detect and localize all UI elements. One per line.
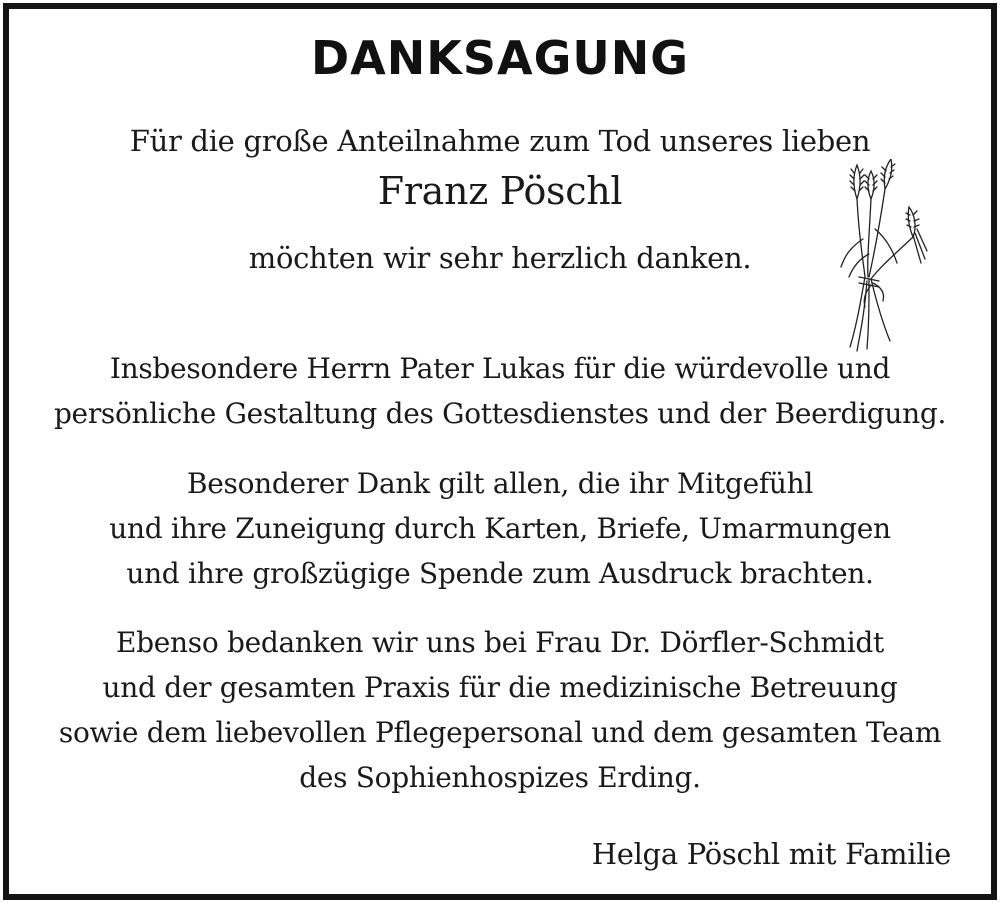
signature: Helga Pöschl mit Familie bbox=[591, 837, 951, 871]
paragraph-1-line-1: Insbesondere Herrn Pater Lukas für die würdevolle und bbox=[109, 352, 891, 385]
paragraph-3-line-2: und der gesamten Praxis für die medizinische Betreuung bbox=[102, 671, 898, 704]
paragraph-2-line-3: und ihre großzügige Spende zum Ausdruck brachten. bbox=[126, 557, 874, 590]
paragraph-3-line-3: sowie dem liebevollen Pflegepersonal und dem gesamten Team bbox=[58, 716, 942, 749]
heading: DANKSAGUNG bbox=[310, 31, 690, 85]
paragraph-1-line-2: persönliche Gestaltung des Gottesdienstes und der Beerdigung. bbox=[53, 397, 947, 430]
paragraph-2-line-2: und ihre Zuneigung durch Karten, Briefe, Umarmungen bbox=[109, 512, 891, 545]
paragraph-3-line-1: Ebenso bedanken wir uns bei Frau Dr. Dörfler-Schmidt bbox=[115, 626, 884, 659]
intro-line: Für die große Anteilnahme zum Tod unseres lieben bbox=[129, 124, 871, 158]
paragraph-3-line-4: des Sophienhospizes Erding. bbox=[299, 761, 701, 794]
paragraph-2-line-1: Besonderer Dank gilt allen, die ihr Mitgefühl bbox=[186, 467, 814, 500]
deceased-name: Franz Pöschl bbox=[377, 169, 623, 213]
wheat-bundle-icon bbox=[835, 159, 930, 354]
notice-frame bbox=[3, 3, 997, 900]
thanks-line: möchten wir sehr herzlich danken. bbox=[248, 241, 752, 275]
